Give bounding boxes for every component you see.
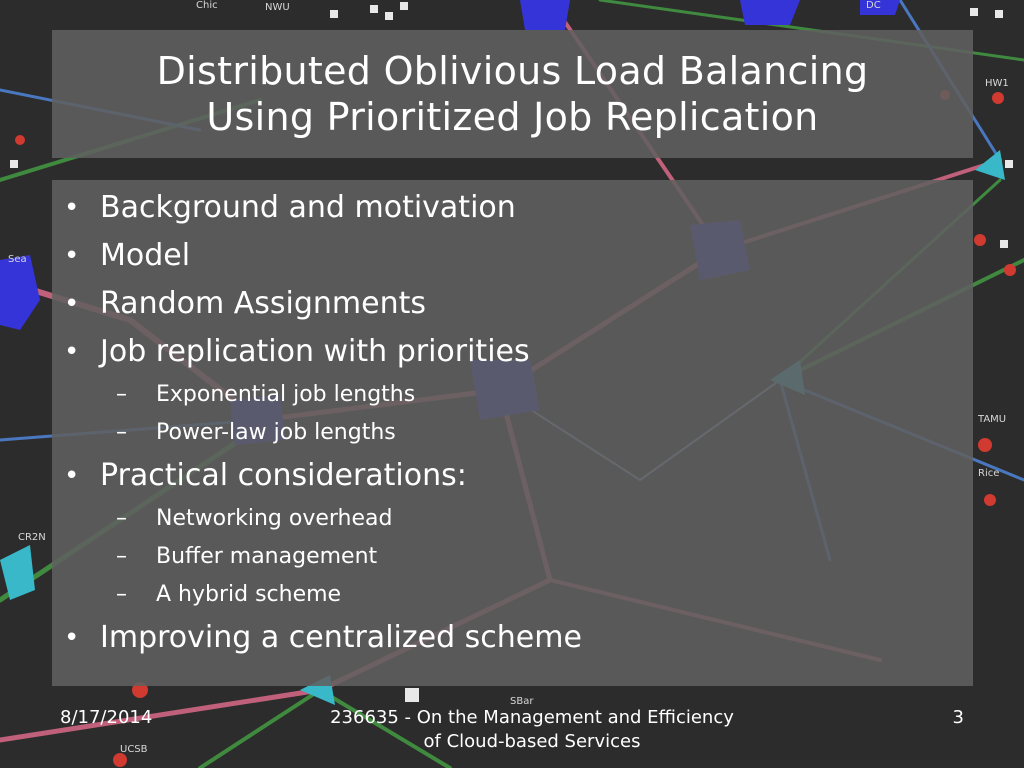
bullet-marker: • xyxy=(64,289,80,319)
bullet-marker: • xyxy=(64,193,80,223)
dash-marker: – xyxy=(116,420,127,445)
dash-marker: – xyxy=(116,382,127,407)
dash-marker: – xyxy=(116,582,127,607)
bullet-improving xyxy=(64,614,582,662)
bg-label-chi: Chic xyxy=(196,0,218,11)
dash-marker: – xyxy=(116,506,127,531)
content-panel xyxy=(52,180,973,686)
bullet-text: Job replication with priorities xyxy=(100,334,530,369)
bg-label-ucsb: UCSB xyxy=(120,744,148,755)
bullet-text: Background and motivation xyxy=(100,190,516,225)
footer-course-line-2: of Cloud-based Services xyxy=(423,731,641,752)
footer-date: 8/17/2014 xyxy=(60,707,153,728)
bullet-marker: • xyxy=(64,623,80,653)
slide-title-line-2: Using Prioritized Job Replication xyxy=(206,95,819,139)
outline-list xyxy=(64,184,582,662)
bg-label-tamu: TAMU xyxy=(978,414,1007,425)
sub-bullet-exponential xyxy=(64,376,582,414)
sub-bullet-text: Buffer management xyxy=(156,544,378,569)
sub-bullet-hybrid xyxy=(64,576,582,614)
sub-bullet-buffer xyxy=(64,538,582,576)
bg-label-hw1: HW1 xyxy=(985,78,1009,89)
bullet-marker: • xyxy=(64,337,80,367)
bullet-model xyxy=(64,232,582,280)
sub-bullet-text: Networking overhead xyxy=(156,506,393,531)
footer-course-line-1: 236635 - On the Management and Efficiency xyxy=(330,707,734,728)
footer-course xyxy=(300,706,764,754)
dash-marker: – xyxy=(116,544,127,569)
sub-bullet-text: Exponential job lengths xyxy=(156,382,416,407)
bg-label-rice: Rice xyxy=(978,468,1000,479)
bullet-job-replication xyxy=(64,328,582,376)
sub-bullet-text: A hybrid scheme xyxy=(156,582,342,607)
sub-bullet-networking xyxy=(64,500,582,538)
page-number: 3 xyxy=(952,707,964,728)
sub-bullet-text: Power-law job lengths xyxy=(156,420,396,445)
bullet-text: Random Assignments xyxy=(100,286,427,321)
slide-title-line-1: Distributed Oblivious Load Balancing xyxy=(156,49,869,93)
bg-label-dc: DC xyxy=(866,0,881,11)
bullet-background xyxy=(64,184,582,232)
bg-label-sea: Sea xyxy=(8,254,27,265)
bullet-text: Model xyxy=(100,238,191,273)
bullet-text: Improving a centralized scheme xyxy=(100,620,582,655)
sub-bullet-power-law xyxy=(64,414,582,452)
bullet-practical xyxy=(64,452,582,500)
bullet-marker: • xyxy=(64,461,80,491)
bg-label-cr2n: CR2N xyxy=(18,532,46,543)
bullet-random-assignments xyxy=(64,280,582,328)
title-panel xyxy=(52,30,973,158)
bullet-text: Practical considerations: xyxy=(100,458,467,493)
bg-label-sbar: SBar xyxy=(510,696,534,707)
bullet-marker: • xyxy=(64,241,80,271)
bg-label-nwu: NWU xyxy=(265,2,290,13)
